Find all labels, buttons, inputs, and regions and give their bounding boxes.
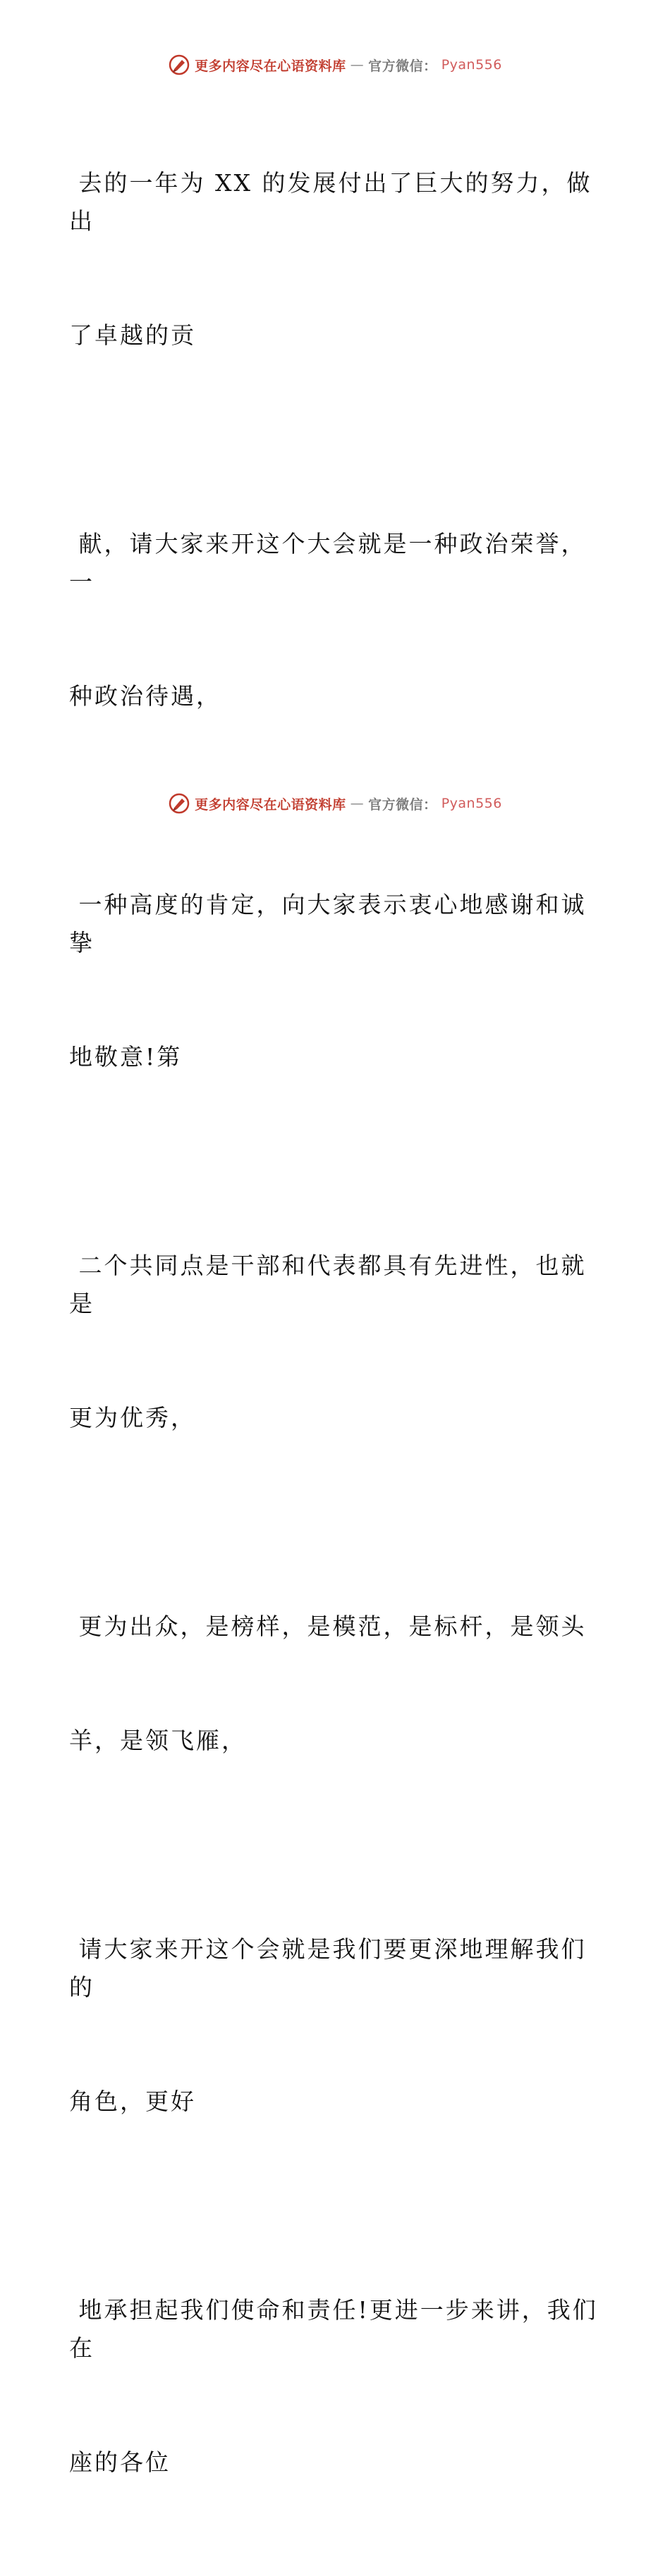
paragraph-2 [69,449,605,791]
paragraph-line: 了卓越的贡 [69,321,196,349]
paragraph-5 [69,1532,605,1836]
paragraph-3 [69,810,605,1152]
banner-title: 更多内容尽在心语资料库 [195,796,346,813]
paragraph-line: 一种高度的肯定，向大家表示衷心地感谢和诚挚 [69,891,587,956]
paragraph-line: 二个共同点是干部和代表都具有先进性，也就是 [69,1252,587,1317]
paragraph-line: 更为出众，是榜样，是模范，是标杆，是领头 [69,1613,587,1640]
paragraph-line: 角色，更好 [69,2088,196,2115]
banner-dash: — [350,57,365,73]
footer-banner [0,789,670,818]
document-body [69,88,605,2576]
pen-logo-icon [168,792,190,815]
paragraph-line: 地承担起我们使命和责任!更进一步来讲，我们在 [69,2296,598,2362]
banner-wechat-label: 官方微信： [368,796,437,813]
paragraph-line: 座的各位 [69,2448,171,2476]
paragraph-line: 更为优秀， [69,1404,196,1431]
paragraph-line: 献，请大家来开这个大会就是一种政治荣誉，一 [69,530,587,596]
paragraph-line: 地敬意!第 [69,1043,183,1071]
paragraph-1 [69,88,605,431]
paragraph-line: 种政治待遇， [69,682,221,710]
paragraph-7 [69,2215,605,2558]
paragraph-line: 去的一年为 XX 的发展付出了巨大的努力，做出 [69,169,592,235]
paragraph-4 [69,1171,605,1513]
pen-logo-icon [168,54,190,76]
banner-content [168,792,502,815]
banner-wechat-id: Pyan556 [441,57,502,73]
banner-content [168,54,502,76]
banner-wechat-id: Pyan556 [441,796,502,811]
header-banner [0,51,670,79]
banner-title: 更多内容尽在心语资料库 [195,58,346,74]
paragraph-line: 羊，是领飞雁， [69,1727,247,1754]
banner-dash: — [350,796,365,811]
paragraph-6 [69,1854,605,2197]
banner-wechat-label: 官方微信： [368,58,437,74]
paragraph-line: 请大家来开这个会就是我们要更深地理解我们的 [69,1935,587,2001]
